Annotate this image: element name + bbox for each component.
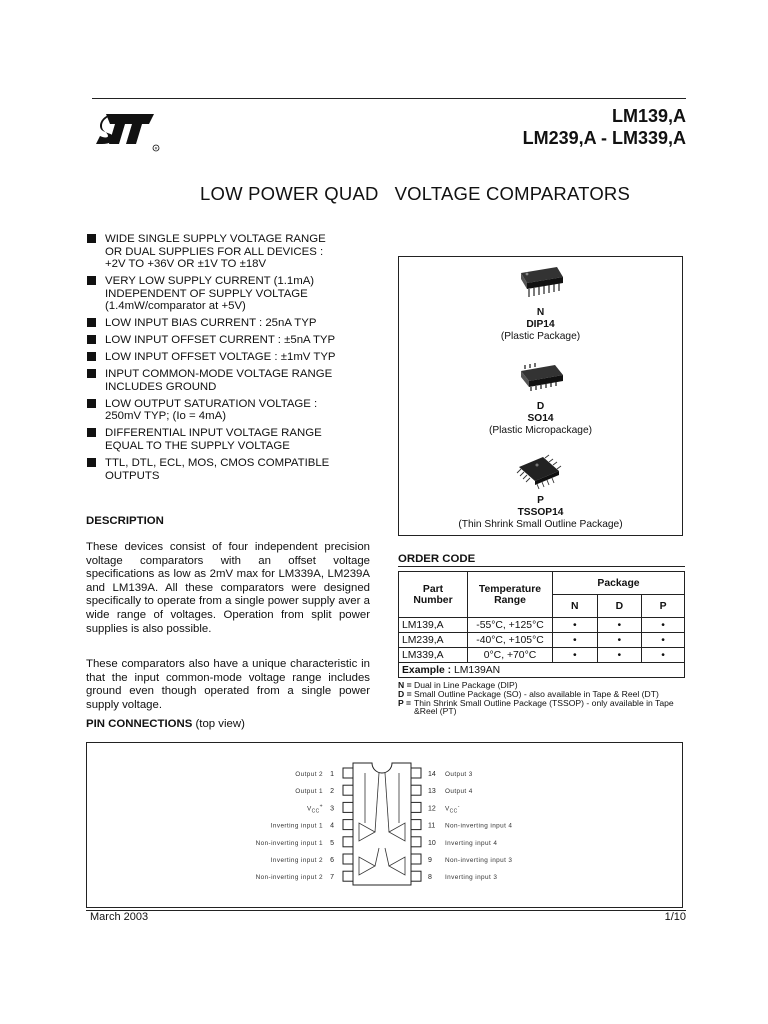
pin-pad [343, 785, 353, 795]
feature-item [86, 398, 376, 423]
pin-connections-heading: PIN CONNECTIONS (top view) [86, 718, 245, 730]
bullet-square-icon [87, 352, 96, 361]
part-number-line-2: LM239,A - LM339,A [522, 128, 686, 148]
table-row [399, 618, 685, 633]
so14-chip-icon [517, 361, 565, 395]
pin-pad [343, 837, 353, 847]
pin-pad [411, 785, 421, 795]
feature-item [86, 368, 376, 393]
ic-body [353, 763, 411, 885]
description-paragraph-2: These comparators also have a unique characteristic in that the input common-mode voltage range includes ground even though operated from a single power supply voltage. [86, 658, 370, 711]
cell-temp: -55°C, +125°C [468, 618, 553, 633]
dip14-chip-icon [517, 265, 565, 303]
bullet-square-icon [87, 276, 96, 285]
pin-label: Inverting input 1 [270, 822, 323, 830]
col-package-p: P [642, 595, 685, 618]
pin-label-main: V [445, 805, 450, 813]
feature-line: LOW OUTPUT SATURATION VOLTAGE : [105, 397, 318, 410]
description-heading: DESCRIPTION [86, 515, 164, 527]
bullet-square-icon [87, 369, 96, 378]
pin-label: Non-inverting input 4 [445, 822, 513, 830]
cell-part: LM239,A [399, 633, 468, 648]
package-box [398, 256, 683, 536]
pin-label: Output 4 [445, 788, 473, 796]
pin-number: 10 [428, 839, 436, 847]
comparator-symbols [359, 773, 405, 875]
pin-number: 8 [428, 874, 432, 882]
header-rule [92, 98, 686, 99]
cell-mark: • [642, 633, 685, 648]
pin-number: 11 [428, 822, 436, 830]
pin-label: Non-inverting input 2 [255, 874, 323, 882]
pin-label: Non-inverting input 3 [445, 857, 513, 864]
pin-number: 6 [330, 857, 334, 864]
feature-item [86, 457, 376, 482]
col-temperature-range: Temperature Range [468, 572, 553, 618]
note-d: D = Small Outline Package (SO) - also available in Tape & Reel (DT) [398, 688, 659, 699]
cell-mark: • [597, 648, 642, 663]
tssop14-chip-icon [513, 453, 565, 493]
cell-mark: • [553, 648, 598, 663]
package-notes [398, 681, 688, 716]
bullet-square-icon [87, 318, 96, 327]
note-p: P = Thin Shrink Small Outline Package (TSSOP) - only available in Tape &Reel (PT) [398, 697, 674, 717]
feature-line: VERY LOW SUPPLY CURRENT (1.1mA) [105, 275, 315, 288]
pin-pad [343, 871, 353, 881]
package-dip14: N DIP14 (Plastic Package) [500, 307, 581, 342]
pin-label [307, 803, 323, 814]
feature-line: LOW INPUT BIAS CURRENT : 25nA TYP [105, 317, 317, 330]
pin-label-sub: CC [311, 808, 320, 815]
pin-pad [343, 820, 353, 830]
pin-label: Inverting input 2 [270, 857, 323, 864]
feature-line: OUTPUTS [105, 469, 160, 482]
feature-list [86, 233, 376, 487]
description-paragraph-1: These devices consist of four independent precision voltage comparators with an offset voltage specifications as low as 2mV max for LM339A, LM239A and LM139A. All these comparators were designed specifically to operate from a single power supply aver a wide range of voltages. Operation from split power supplies is also possible. [86, 541, 370, 635]
pin-label [445, 803, 460, 814]
col-package: Package [553, 572, 685, 595]
pin-number: 14 [428, 771, 436, 778]
cell-part: LM139,A [399, 618, 468, 633]
pin-number: 1 [330, 771, 334, 778]
bullet-square-icon [87, 399, 96, 408]
pin-pad [411, 854, 421, 864]
pin-pad [343, 854, 353, 864]
pin-pad [411, 802, 421, 812]
feature-line: DIFFERENTIAL INPUT VOLTAGE RANGE [105, 427, 322, 440]
col-package-n: N [553, 595, 598, 618]
pin-connections-box [86, 742, 683, 908]
pin-number: 2 [330, 788, 334, 796]
cell-example: Example : LM139AN [399, 663, 685, 678]
feature-item [86, 334, 376, 347]
pin-diagram [87, 743, 682, 907]
feature-item [86, 427, 376, 452]
pin-label: Inverting input 3 [445, 874, 498, 882]
pin-number: 12 [428, 805, 436, 813]
pin-number: 13 [428, 788, 436, 796]
feature-line: LOW INPUT OFFSET VOLTAGE : ±1mV TYP [105, 351, 336, 364]
cell-temp: -40°C, +105°C [468, 633, 553, 648]
footer-page-number: 1/10 [664, 911, 686, 923]
cell-mark: • [553, 633, 598, 648]
bullet-square-icon [87, 234, 96, 243]
pin-label: Non-inverting input 1 [255, 839, 323, 847]
feature-line: INPUT COMMON-MODE VOLTAGE RANGE [105, 368, 333, 381]
order-code-table [398, 571, 685, 678]
cell-mark: • [553, 618, 598, 633]
pin-number: 7 [330, 874, 334, 882]
note-n: N = Dual in Line Package (DIP) [398, 680, 518, 690]
cell-mark: • [642, 648, 685, 663]
feature-item [86, 233, 376, 271]
feature-line: OR DUAL SUPPLIES FOR ALL DEVICES : [105, 245, 324, 258]
col-part-number: Part Number [399, 572, 468, 618]
cell-mark: • [597, 633, 642, 648]
pin-number: 9 [428, 857, 432, 864]
feature-line: LOW INPUT OFFSET CURRENT : ±5nA TYP [105, 334, 336, 347]
cell-mark: • [642, 618, 685, 633]
pin-number: 5 [330, 839, 334, 847]
col-package-d: D [597, 595, 642, 618]
pin-number: 3 [330, 805, 334, 813]
feature-line: WIDE SINGLE SUPPLY VOLTAGE RANGE [105, 233, 326, 245]
bullet-square-icon [87, 335, 96, 344]
part-number-line-1: LM139,A [611, 106, 686, 126]
pin-label: Output 1 [295, 788, 323, 796]
bullet-square-icon [87, 428, 96, 437]
pin-pad [343, 802, 353, 812]
pin-pad [411, 837, 421, 847]
feature-item [86, 351, 376, 364]
order-code-heading: ORDER CODE [398, 553, 476, 565]
table-row-example [399, 663, 685, 678]
pin-pad [411, 820, 421, 830]
cell-part: LM339,A [399, 648, 468, 663]
feature-line: +2V TO +36V OR ±1V TO ±18V [105, 258, 267, 271]
feature-item [86, 317, 376, 330]
feature-line: (1.4mW/comparator at +5V) [105, 300, 246, 313]
pin-label-sub: CC [449, 808, 458, 815]
pin-pad [411, 871, 421, 881]
table-row [399, 648, 685, 663]
st-logo-icon [92, 104, 164, 154]
feature-line: INCLUDES GROUND [105, 380, 217, 393]
pin-number: 4 [330, 822, 334, 830]
pin-label: Output 3 [445, 771, 473, 778]
pin-label-sup: + [319, 803, 323, 810]
pin-pad [343, 768, 353, 778]
footer-rule [86, 910, 686, 911]
bullet-square-icon [87, 458, 96, 467]
pin-label: Inverting input 4 [445, 839, 498, 847]
feature-line: EQUAL TO THE SUPPLY VOLTAGE [105, 440, 290, 453]
footer-date: March 2003 [90, 911, 149, 923]
cell-mark: • [597, 618, 642, 633]
package-so14: D SO14 (Plastic Micropackage) [488, 401, 593, 436]
feature-line: TTL, DTL, ECL, MOS, CMOS COMPATIBLE [105, 457, 330, 470]
package-tssop14: P TSSOP14 (Thin Shrink Small Outline Package) [458, 495, 623, 530]
order-code-rule [398, 566, 685, 567]
pin-label: Output 2 [295, 771, 323, 778]
feature-line: INDEPENDENT OF SUPPLY VOLTAGE [105, 287, 308, 300]
feature-item [86, 275, 376, 313]
pin-label-main: V [306, 805, 312, 813]
feature-line: 250mV TYP; (Io = 4mA) [105, 410, 227, 423]
cell-temp: 0°C, +70°C [468, 648, 553, 663]
pin-label-sup: - [457, 803, 460, 810]
pin-pad [411, 768, 421, 778]
svg-text:R: R [154, 145, 158, 151]
document-title: LOW POWER QUAD VOLTAGE COMPARATORS [200, 183, 631, 204]
table-row [399, 633, 685, 648]
